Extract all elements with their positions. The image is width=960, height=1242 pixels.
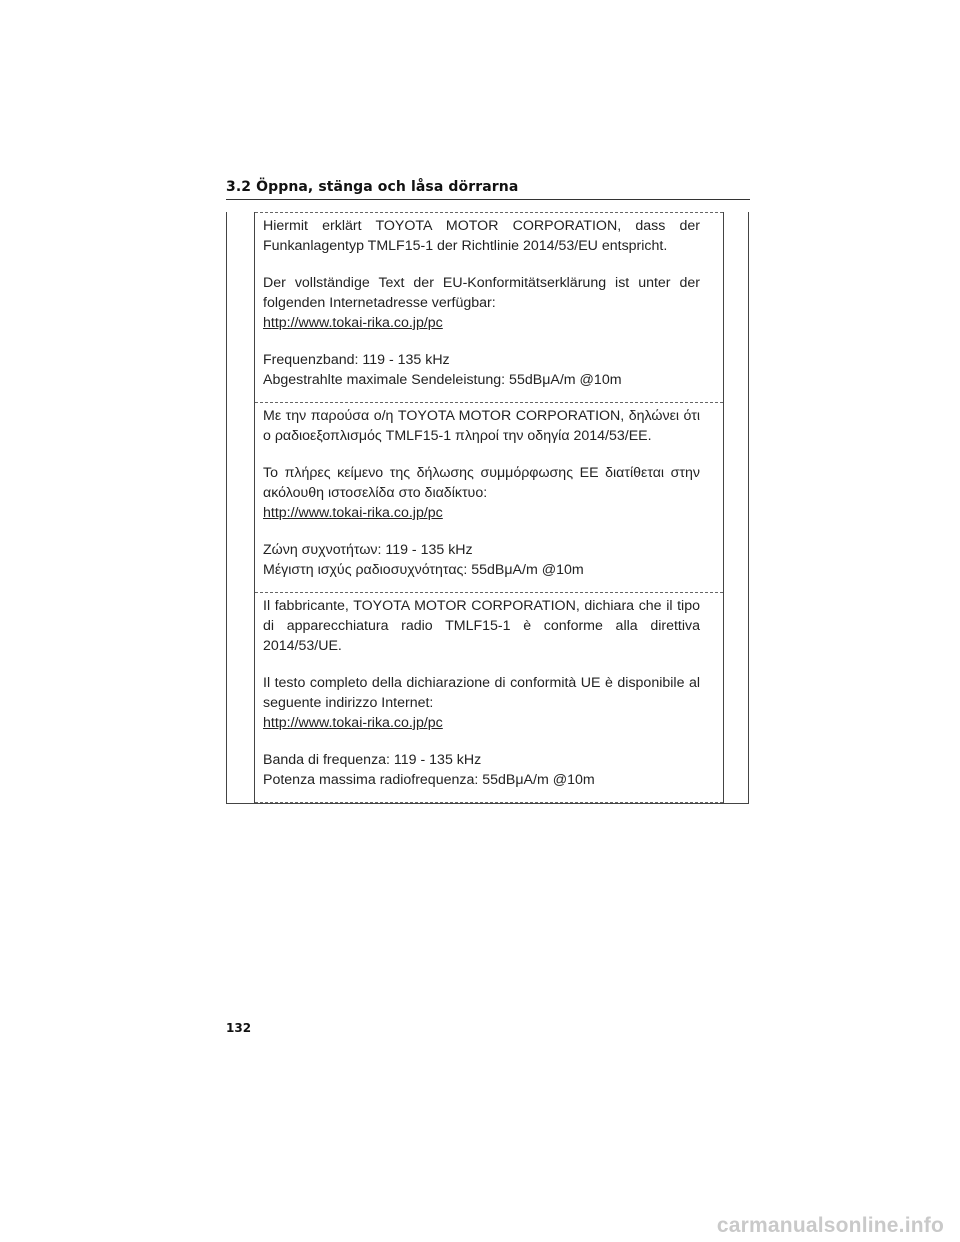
declaration-text bbox=[263, 596, 700, 656]
declaration-column bbox=[254, 212, 724, 803]
declaration-block-de bbox=[255, 212, 723, 403]
availability-text bbox=[263, 273, 700, 313]
technical-specs bbox=[263, 350, 700, 390]
watermark[interactable]: carmanualsonline.info bbox=[716, 1214, 944, 1237]
text-line: 2014/53/UE. bbox=[263, 638, 342, 654]
declaration-url-link[interactable]: http://www.tokai-rika.co.jp/pc bbox=[263, 505, 443, 521]
text-line: seguente indirizzo Internet: bbox=[263, 695, 434, 711]
frequency-band: Frequenzband: 119 - 135 kHz bbox=[263, 352, 450, 368]
availability-text bbox=[263, 463, 700, 503]
text-line: Με την παρούσα ο/η TOYOTA MOTOR CORPORATION, δηλώνει ότι bbox=[263, 408, 700, 424]
text-line: Il testo completo della dichiarazione di conformità UE è disponibile al bbox=[263, 675, 700, 691]
text-line: Der vollständige Text der EU-Konformitätserklärung ist unter der bbox=[263, 275, 700, 291]
max-power: Potenza massima radiofrequenza: 55dBμA/m @10m bbox=[263, 772, 595, 788]
max-power: Μέγιστη ισχύς ραδιοσυχνότητας: 55dBμA/m @10m bbox=[263, 562, 584, 578]
page-number: 132 bbox=[226, 1021, 252, 1035]
declaration-text bbox=[263, 406, 700, 446]
declaration-block-it bbox=[255, 593, 723, 803]
technical-specs bbox=[263, 540, 700, 580]
text-line: ο ραδιοεξοπλισμός TMLF15-1 πληροί την οδηγία 2014/53/ΕΕ. bbox=[263, 428, 652, 444]
max-power: Abgestrahlte maximale Sendeleistung: 55dBμA/m @10m bbox=[263, 372, 622, 388]
frequency-band: Ζώνη συχνοτήτων: 119 - 135 kHz bbox=[263, 542, 473, 558]
text-line: di apparecchiatura radio TMLF15-1 è conforme alla direttiva bbox=[263, 618, 700, 634]
availability-text bbox=[263, 673, 700, 713]
text-line: ακόλουθη ιστοσελίδα στο διαδίκτυο: bbox=[263, 485, 488, 501]
section-header: 3.2 Öppna, stänga och låsa dörrarna bbox=[226, 179, 519, 195]
frequency-band: Banda di frequenza: 119 - 135 kHz bbox=[263, 752, 482, 768]
declaration-url-link[interactable]: http://www.tokai-rika.co.jp/pc bbox=[263, 315, 443, 331]
declaration-url-link[interactable]: http://www.tokai-rika.co.jp/pc bbox=[263, 715, 443, 731]
declaration-table bbox=[226, 212, 749, 804]
text-line: Το πλήρες κείμενο της δήλωσης συμμόρφωσης ΕΕ διατίθεται στην bbox=[263, 465, 700, 481]
text-line: Il fabbricante, TOYOTA MOTOR CORPORATION, dichiara che il tipo bbox=[263, 598, 700, 614]
header-rule bbox=[226, 199, 750, 200]
declaration-text bbox=[263, 216, 700, 256]
text-line: folgenden Internetadresse verfügbar: bbox=[263, 295, 496, 311]
text-line: Hiermit erklärt TOYOTA MOTOR CORPORATION, dass der bbox=[263, 218, 700, 234]
declaration-block-el bbox=[255, 403, 723, 593]
technical-specs bbox=[263, 750, 700, 790]
text-line: Funkanlagentyp TMLF15-1 der Richtlinie 2014/53/EU entspricht. bbox=[263, 238, 668, 254]
